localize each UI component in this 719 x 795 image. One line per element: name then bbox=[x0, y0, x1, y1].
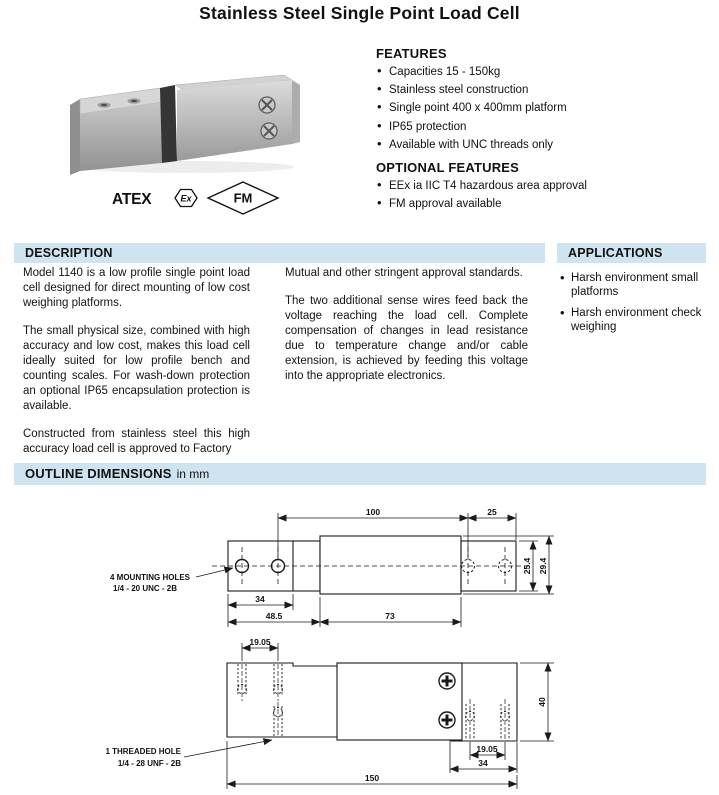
atex-ex-icon bbox=[175, 190, 197, 207]
side-view bbox=[105, 637, 554, 789]
feature-item: • Stainless steel construction bbox=[376, 84, 708, 96]
description-paragraph: Constructed from stainless steel this high accuracy load cell is approved to Factory bbox=[23, 428, 250, 455]
description-paragraph: Mutual and other stringent approval standards. bbox=[285, 267, 523, 279]
screw-icon bbox=[439, 673, 455, 689]
load-cell-image bbox=[64, 57, 306, 177]
description-heading: DESCRIPTION bbox=[25, 246, 113, 260]
outline-dimensions-header-bar bbox=[14, 463, 706, 485]
description-header-bar bbox=[14, 243, 545, 263]
applications-list bbox=[559, 271, 709, 341]
page-title: Stainless Steel Single Point Load Cell bbox=[199, 3, 520, 23]
feature-item: • Single point 400 x 400mm platform bbox=[376, 102, 708, 114]
optional-feature-item: • FM approval available bbox=[376, 198, 708, 210]
application-item: • Harsh environment check weighing bbox=[559, 306, 709, 334]
dim-25-4: 25.4 bbox=[522, 557, 532, 575]
outline-dimensions-units: in mm bbox=[176, 467, 210, 481]
screw-icon bbox=[259, 97, 275, 113]
outline-drawing bbox=[0, 495, 719, 795]
dim-34-bottom: 34 bbox=[478, 758, 488, 768]
feature-item: • Available with UNC threads only bbox=[376, 139, 708, 151]
applications-header-bar bbox=[557, 243, 706, 263]
applications-heading: APPLICATIONS bbox=[568, 246, 663, 260]
atex-logo: ATEX bbox=[112, 191, 152, 208]
application-item: • Harsh environment small platforms bbox=[559, 271, 709, 299]
features-heading: FEATURES bbox=[376, 46, 447, 61]
description-paragraph: The small physical size, combined with high accuracy and low cost, makes this load cell ideally suited for low profile bench and counting scales. For wash-down protection an optional IP65 encapsulation protection is available. bbox=[23, 325, 250, 412]
screw-icon bbox=[439, 712, 455, 728]
dim-19-05-top: 19.05 bbox=[249, 637, 271, 647]
dim-34: 34 bbox=[255, 594, 265, 604]
optional-features-heading: OPTIONAL FEATURES bbox=[376, 159, 520, 175]
description-paragraph: The two additional sense wires feed back the voltage reaching the load cell. Complete compensation of changes in lead resistance due to temperature change and/or cable extension, is achieved by feeding this voltage into the appropriate electronics. bbox=[285, 295, 528, 382]
dim-19-05-bottom: 19.05 bbox=[476, 744, 498, 754]
description-paragraph: Model 1140 is a low profile single point load cell designed for direct mounting of low cost weighing platforms. bbox=[23, 267, 250, 309]
description-column-2 bbox=[285, 266, 528, 397]
dim-25: 25 bbox=[487, 507, 497, 517]
features-list bbox=[376, 66, 708, 151]
optional-feature-item: • EEx ia IIC T4 hazardous area approval bbox=[376, 180, 708, 192]
top-view bbox=[110, 507, 554, 627]
svg-text:Ex: Ex bbox=[180, 193, 192, 204]
mounting-holes-label: 4 MOUNTING HOLES bbox=[110, 573, 191, 582]
dim-29-4: 29.4 bbox=[538, 557, 548, 575]
threaded-hole-thread-label: 1/4 - 28 UNF - 2B bbox=[117, 759, 181, 768]
fm-diamond-icon bbox=[208, 182, 278, 214]
screw-icon bbox=[261, 123, 277, 139]
dim-73: 73 bbox=[385, 611, 395, 621]
product-photo bbox=[64, 57, 306, 177]
mounting-holes-thread-label: 1/4 - 20 UNC - 2B bbox=[113, 584, 178, 593]
threaded-hole-label: 1 THREADED HOLE bbox=[105, 747, 181, 756]
dim-100: 100 bbox=[365, 507, 381, 517]
outline-dimensions-heading: OUTLINE DIMENSIONS bbox=[25, 466, 172, 481]
approval-logos bbox=[112, 180, 280, 216]
dim-48-5: 48.5 bbox=[265, 611, 283, 621]
feature-item: • Capacities 15 - 150kg bbox=[376, 66, 708, 78]
description-column-1 bbox=[23, 266, 250, 470]
feature-item: • IP65 protection bbox=[376, 121, 708, 133]
features-section bbox=[376, 46, 708, 216]
svg-text:FM: FM bbox=[233, 190, 253, 206]
dim-40: 40 bbox=[537, 697, 547, 707]
dim-150: 150 bbox=[364, 773, 380, 783]
optional-features-list bbox=[376, 180, 708, 210]
gap-seam bbox=[160, 85, 177, 163]
